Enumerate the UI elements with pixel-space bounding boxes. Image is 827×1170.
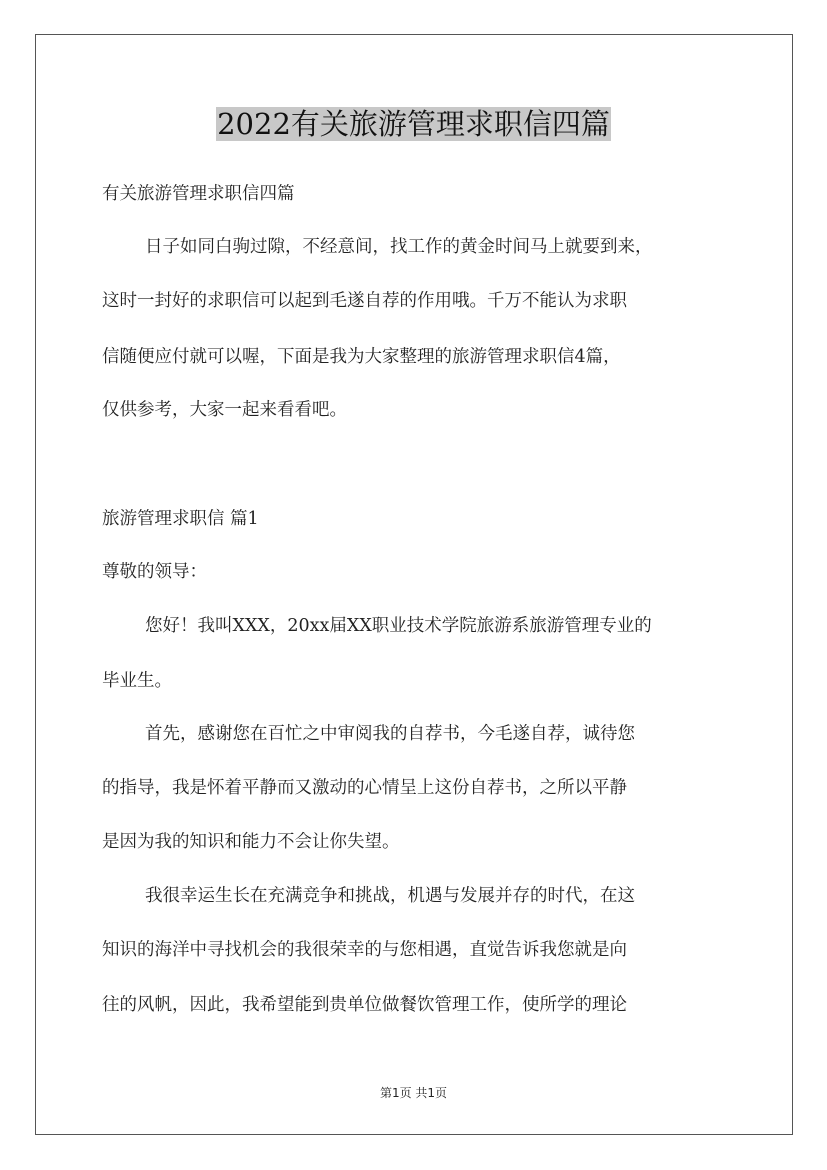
paragraph-line: 是因为我的知识和能力不会让你失望。 [102, 832, 400, 852]
paragraph-line: 日子如同白驹过隙，不经意间，找工作的黄金时间马上就要到来， [145, 237, 653, 257]
document-title: 2022有关旅游管理求职信四篇 [217, 107, 610, 141]
paragraph-line: 的指导，我是怀着平静而又激动的心情呈上这份自荐书，之所以平静 [102, 778, 627, 798]
paragraph-line: 首先，感谢您在百忙之中审阅我的自荐书，今毛遂自荐，诚待您 [145, 724, 635, 744]
paragraph-line: 仅供参考，大家一起来看看吧。 [102, 400, 347, 420]
paragraph-line: 毕业生。 [102, 671, 172, 691]
salutation: 尊敬的领导： [102, 562, 207, 582]
page-footer: 第1页 共1页 [379, 1086, 448, 1100]
document-title-block [0, 104, 827, 144]
paragraph-line: 您好！我叫XXX，20xx届XX职业技术学院旅游系旅游管理专业的 [145, 616, 652, 636]
paragraph-line: 我很幸运生长在充满竞争和挑战，机遇与发展并存的时代，在这 [145, 886, 635, 906]
paragraph-line: 往的风帆，因此，我希望能到贵单位做餐饮管理工作，使所学的理论 [102, 995, 627, 1015]
section-heading: 旅游管理求职信 篇1 [102, 509, 259, 529]
paragraph-line: 知识的海洋中寻找机会的我很荣幸的与您相遇，直觉告诉我您就是向 [102, 940, 627, 960]
paragraph-line: 这时一封好的求职信可以起到毛遂自荐的作用哦。千万不能认为求职 [102, 291, 627, 311]
paragraph-line: 信随便应付就可以喔，下面是我为大家整理的旅游管理求职信4篇， [102, 347, 621, 367]
document-subtitle: 有关旅游管理求职信四篇 [102, 184, 295, 204]
